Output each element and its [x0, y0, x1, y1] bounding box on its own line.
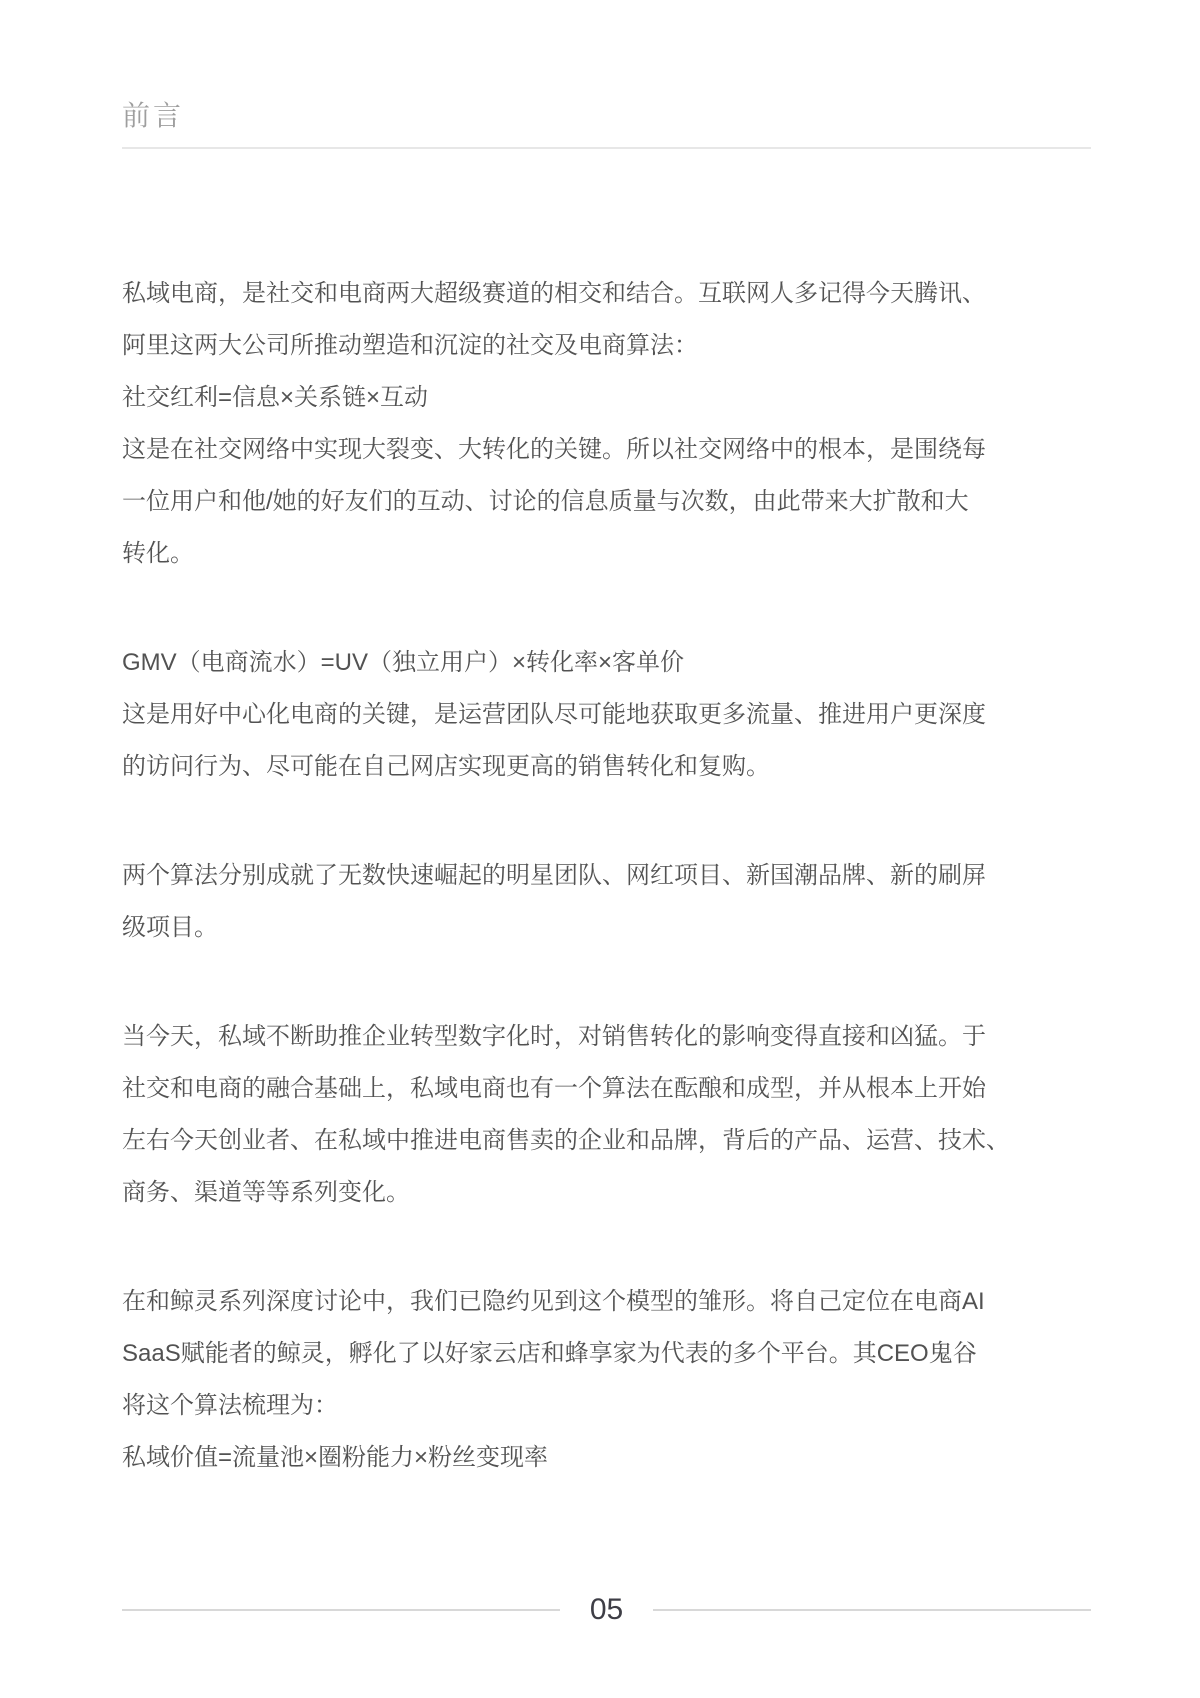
text-line: 私域电商，是社交和电商两大超级赛道的相交和结合。互联网人多记得今天腾讯、 [122, 280, 986, 307]
paragraph-5 [122, 1276, 1091, 1484]
paragraph-1 [122, 268, 1091, 580]
formula-line: 社交红利=信息×关系链×互动 [122, 384, 429, 411]
text-line: 社交和电商的融合基础上，私域电商也有一个算法在酝酿和成型，并从根本上开始 [122, 1075, 986, 1102]
paragraph-4 [122, 1011, 1091, 1219]
header-divider [122, 147, 1091, 149]
text-line: 的访问行为、尽可能在自己网店实现更高的销售转化和复购。 [122, 753, 770, 780]
page-header [122, 100, 1091, 149]
body-text [122, 268, 1091, 1484]
page-title: 前言 [122, 100, 185, 131]
formula-line: 私域价值=流量池×圈粉能力×粉丝变现率 [122, 1444, 549, 1471]
page-number: 05 [589, 1593, 624, 1626]
text-line: 在和鲸灵系列深度讨论中，我们已隐约见到这个模型的雏形。将自己定位在电商AI [122, 1288, 985, 1315]
text-line: 这是用好中心化电商的关键，是运营团队尽可能地获取更多流量、推进用户更深度 [122, 701, 986, 728]
paragraph-2 [122, 637, 1091, 793]
text-line: 这是在社交网络中实现大裂变、大转化的关键。所以社交网络中的根本，是围绕每 [122, 436, 986, 463]
text-line: 两个算法分别成就了无数快速崛起的明星团队、网红项目、新国潮品牌、新的刷屏 [122, 862, 986, 889]
text-line: 级项目。 [122, 914, 218, 941]
text-line: 一位用户和他/她的好友们的互动、讨论的信息质量与次数，由此带来大扩散和大 [122, 488, 969, 515]
text-line: SaaS赋能者的鲸灵，孵化了以好家云店和蜂享家为代表的多个平台。其CEO鬼谷 [122, 1340, 977, 1367]
paragraph-3 [122, 850, 1091, 954]
text-line: 阿里这两大公司所推动塑造和沉淀的社交及电商算法： [122, 332, 698, 359]
footer-divider-left [122, 1609, 560, 1611]
text-line: 转化。 [122, 540, 194, 567]
text-line: 将这个算法梳理为： [122, 1392, 338, 1419]
footer-divider-right [653, 1609, 1091, 1611]
text-line: 商务、渠道等等系列变化。 [122, 1179, 410, 1206]
formula-line: GMV（电商流水）=UV（独立用户）×转化率×客单价 [122, 649, 685, 676]
text-line: 当今天，私域不断助推企业转型数字化时，对销售转化的影响变得直接和凶猛。于 [122, 1023, 986, 1050]
text-line: 左右今天创业者、在私域中推进电商售卖的企业和品牌，背后的产品、运营、技术、 [122, 1127, 1010, 1154]
page-footer [122, 1588, 1091, 1632]
